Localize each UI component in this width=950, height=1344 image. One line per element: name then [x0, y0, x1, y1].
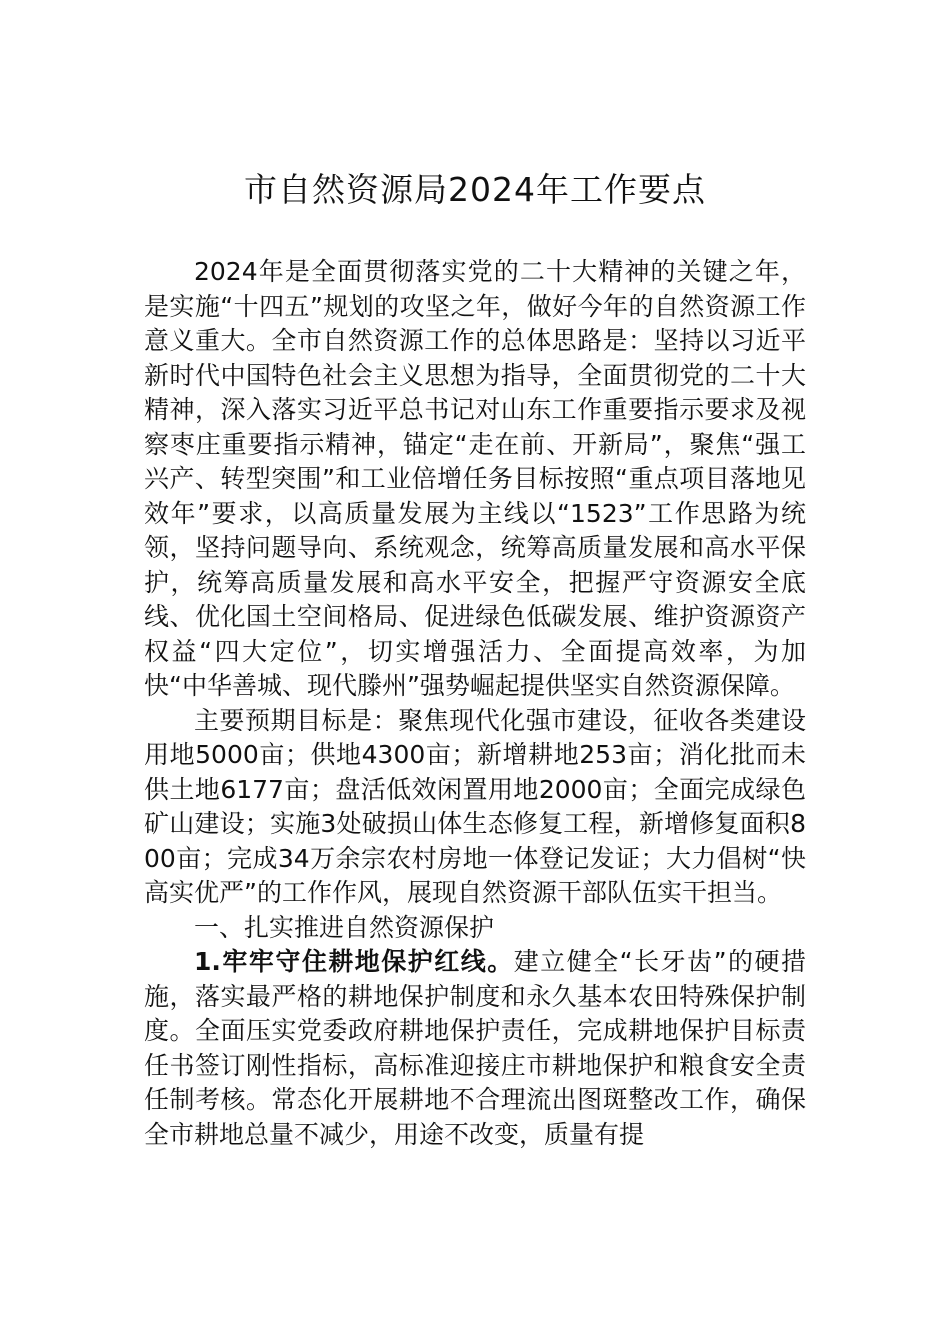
section-heading: 一、扎实推进自然资源保护 [194, 912, 495, 942]
item-paragraph [144, 945, 806, 1152]
item-title: 1.牢牢守住耕地保护红线。 [194, 947, 514, 976]
intro-paragraph: 2024年是全面贯彻落实党的二十大精神的关键之年，是实施“十四五”规划的攻坚之年，做好今年的自然资源工作意义重大。全市自然资源工作的总体思路是：坚持以习近平新时代中国特色社会主义思想为指导，全面贯彻党的二十大精神，深入落实习近平总书记对山东工作重要指示要求及视察枣庄重要指示精神，锚定“走在前、开新局”，聚焦“强工兴产、转型突围”和工业倍增任务目标按照“重点项目落地见效年”要求，以高质量发展为主线以“1523”工作思路为统领，坚持问题导向、系统观念，统筹高质量发展和高水平保护，统筹高质量发展和高水平安全，把握严守资源安全底线、优化国土空间格局、促进绿色低碳发展、维护资源资产权益“四大定位”，切实增强活力、全面提高效率，为加快“中华善城、现代滕州”强势崛起提供坚实自然资源保障。 [144, 257, 806, 700]
document-body [144, 255, 806, 1152]
document-title: 市自然资源局2024年工作要点 [244, 170, 706, 209]
goals-paragraph: 主要预期目标是：聚焦现代化强市建设，征收各类建设用地5000亩；供地4300亩；新增耕地253亩；消化批而未供土地6177亩；盘活低效闲置用地2000亩；全面完成绿色矿山建设；实施3处破损山体生态修复工程，新增修复面积800亩；完成34万余宗农村房地一体登记发证；大力倡树“快高实优严”的工作作风，展现自然资源干部队伍实干担当。 [144, 705, 806, 907]
item-text: 建立健全“长牙齿”的硬措施，落实最严格的耕地保护制度和永久基本农田特殊保护制度。全面压实党委政府耕地保护责任，完成耕地保护目标责任书签订刚性指标，高标准迎接庄市耕地保护和粮食安全责任制考核。常态化开展耕地不合理流出图斑整改工作，确保全市耕地总量不减少，用途不改变，质量有提 [144, 947, 806, 1149]
